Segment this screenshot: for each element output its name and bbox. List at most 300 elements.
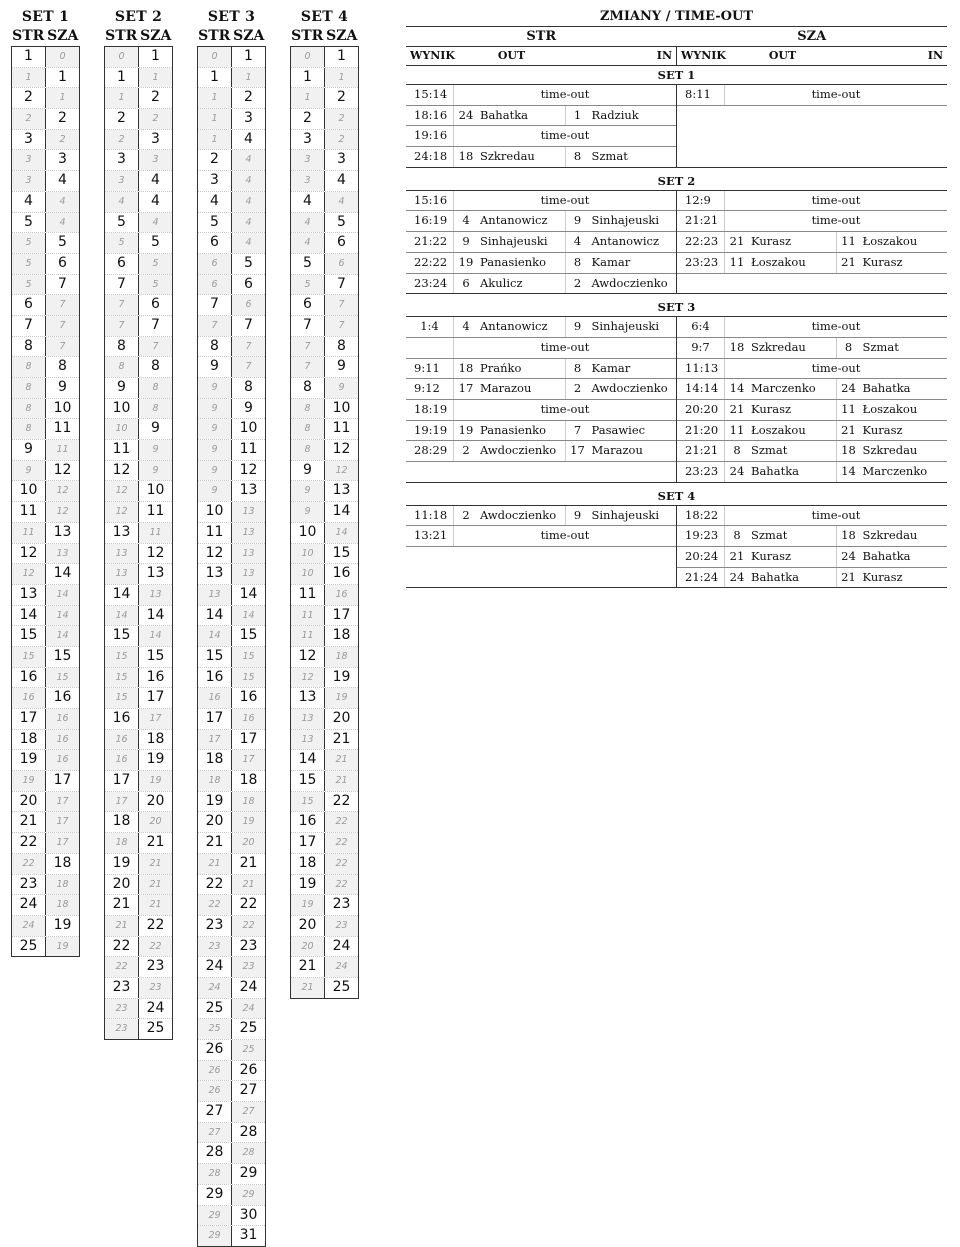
str-score: 16 [291,812,325,832]
player-number: 24 [729,464,745,478]
score-row [198,150,265,171]
str-score: 25 [198,1019,232,1039]
sza-score: 9 [325,357,358,377]
score-row [198,647,265,668]
score-row [198,399,265,420]
str-score: 9 [198,481,232,501]
score-row [105,792,172,813]
str-score: 4 [291,192,325,212]
player-out [725,547,837,567]
sza-score: 12 [139,544,172,564]
sza-score: 5 [139,254,172,274]
sza-score: 4 [232,192,265,212]
score-row [12,771,79,792]
score: 21:21 [677,441,725,461]
str-score: 7 [12,316,46,336]
sza-score: 11 [139,523,172,543]
sza-score: 8 [139,357,172,377]
player-number: 21 [841,422,856,437]
str-score: 23 [105,1019,139,1039]
score-row [198,833,265,854]
score-row [291,68,358,89]
str-score: 11 [198,523,232,543]
score: 22:22 [406,253,454,273]
str-score: 7 [105,275,139,295]
str-score: 25 [12,937,46,957]
events-right [677,317,947,482]
str-score: 15 [12,647,46,667]
str-score: 1 [105,68,139,88]
score-row [291,481,358,502]
sza-score: 28 [232,1123,265,1143]
sza-score: 18 [139,730,172,750]
sza-score: 9 [139,440,172,460]
score-row [291,668,358,689]
score-table [104,46,173,1040]
str-score: 9 [105,378,139,398]
score-row [105,978,172,999]
player-name: Sinhajeuski [591,213,660,228]
str-score: 20 [198,812,232,832]
score-row [12,750,79,771]
str-score: 12 [291,668,325,688]
player-number: 9 [573,507,582,522]
score-row [198,668,265,689]
score-row [12,275,79,296]
sza-score: 3 [139,150,172,170]
str-score: 11 [12,523,46,543]
sza-score: 15 [325,544,358,564]
score-row [291,440,358,461]
zmiany-set-title: SET 3 [406,298,947,317]
sza-score: 16 [46,750,79,770]
str-score: 7 [291,357,325,377]
str-score: 8 [12,357,46,377]
sza-score: 3 [139,130,172,150]
score-row [12,47,79,68]
str-score: 2 [105,109,139,129]
sza-score: 7 [232,316,265,336]
player-name: Kurasz [751,401,792,416]
str-score: 3 [105,171,139,191]
score-row [291,750,358,771]
score-row [291,47,358,68]
score: 21:21 [677,211,725,231]
str-score: 9 [198,399,232,419]
sza-score: 7 [46,337,79,357]
score-row [198,192,265,213]
score: 9:12 [406,379,454,399]
sza-score: 10 [46,399,79,419]
score-row [198,999,265,1020]
sza-score: 18 [46,895,79,915]
score-row [198,812,265,833]
score: 21:20 [677,421,725,441]
player-number: 17 [458,381,474,396]
str-label: STR [105,28,138,44]
score-row [105,564,172,585]
str-score: 13 [105,564,139,584]
sza-score: 7 [139,316,172,336]
score-row [12,88,79,109]
timeout-label: time-out [540,401,590,416]
str-score: 9 [198,357,232,377]
sza-score: 15 [232,647,265,667]
player-name: Kamar [591,254,631,269]
player-out [454,359,566,379]
sza-score: 11 [46,419,79,439]
score-row [105,461,172,482]
player-name: Bahatka [751,464,800,478]
substitution-row [406,253,676,274]
str-score: 3 [291,130,325,150]
player-name: Sinhajeuski [591,507,660,522]
sza-score: 17 [46,812,79,832]
substitution-row [677,253,947,274]
str-score: 21 [198,833,232,853]
score: 21:22 [406,232,454,252]
player-out [725,526,837,546]
sza-score: 24 [139,999,172,1019]
sza-score: 19 [139,771,172,791]
str-score: 17 [105,792,139,812]
score-row [198,109,265,130]
player-number: 24 [841,549,856,564]
sza-score: 22 [232,895,265,915]
events-left [406,191,677,293]
sza-score: 27 [232,1081,265,1101]
zmiany-set-section [406,172,947,294]
sza-score: 7 [46,295,79,315]
score-row [12,688,79,709]
str-score: 22 [198,895,232,915]
score: 22:23 [677,232,725,252]
sza-score: 4 [232,233,265,253]
player-name: Bahatka [862,381,911,396]
str-score: 19 [105,854,139,874]
zmiany-set-section [406,487,947,589]
sza-score: 21 [232,854,265,874]
score-row [12,833,79,854]
str-score: 1 [198,109,232,129]
player-number: 21 [729,234,745,249]
player-number: 9 [573,319,582,334]
str-score: 9 [198,461,232,481]
score-row [198,461,265,482]
sza-score: 14 [46,626,79,646]
str-score: 15 [291,771,325,791]
str-score: 3 [291,150,325,170]
sza-score: 21 [325,771,358,791]
str-score: 12 [105,461,139,481]
player-in [566,232,677,252]
score: 15:16 [406,191,454,211]
str-score: 6 [198,275,232,295]
score-row [105,916,172,937]
timeout-row [406,400,676,421]
player-in [566,317,677,337]
str-score: 1 [12,68,46,88]
str-score: 15 [105,688,139,708]
sza-score: 0 [46,47,79,67]
sza-score: 18 [46,875,79,895]
score-row [291,150,358,171]
player-name: Awdoczienko [591,275,668,290]
score-row [198,233,265,254]
str-score: 29 [198,1206,232,1226]
score-row [12,502,79,523]
str-score: 3 [12,150,46,170]
events-left [406,506,677,588]
score-row [291,357,358,378]
sza-score: 14 [232,606,265,626]
player-name: Antanowicz [480,319,548,334]
score [406,338,454,358]
sza-score: 7 [232,357,265,377]
str-score: 29 [198,1185,232,1205]
str-score: 16 [105,709,139,729]
str-score: 2 [12,109,46,129]
str-score: 5 [291,275,325,295]
sza-score: 2 [325,109,358,129]
score: 12:9 [677,191,725,211]
str-score: 1 [198,130,232,150]
empty-row [677,145,947,165]
sza-score: 19 [46,916,79,936]
col-in: IN [927,49,943,62]
player-out [454,211,566,231]
player-in [837,338,948,358]
player-name: Łoszakou [862,234,918,249]
sza-score: 6 [325,254,358,274]
player-number: 2 [462,507,470,522]
str-score: 22 [105,957,139,977]
zmiany-set-section [406,298,947,483]
score-row [105,523,172,544]
player-name: Sinhajeuski [591,319,660,334]
substitutions-timeouts-panel [406,7,947,592]
player-out [725,441,837,461]
str-score: 18 [105,833,139,853]
str-score: 21 [291,957,325,977]
score-row [291,192,358,213]
sza-score: 17 [139,688,172,708]
score: 28:29 [406,441,454,461]
score-row [105,730,172,751]
score-row [198,688,265,709]
player-out [725,462,837,482]
player-number: 24 [841,381,856,396]
score-row [198,1019,265,1040]
sza-score: 9 [139,461,172,481]
zmiany-set-title: SET 1 [406,66,947,85]
str-score: 8 [12,419,46,439]
score-row [105,130,172,151]
sza-score: 3 [232,109,265,129]
set-header [11,26,80,46]
str-score: 15 [198,647,232,667]
score-row [12,378,79,399]
score-row [291,626,358,647]
str-score: 14 [198,626,232,646]
player-number: 4 [462,319,470,334]
str-score: 9 [198,419,232,439]
sza-score: 4 [232,150,265,170]
score-row [198,502,265,523]
player-in [566,106,677,126]
str-score: 22 [105,937,139,957]
timeout-row [406,126,676,147]
events-left [406,85,677,167]
score: 16:19 [406,211,454,231]
score-row [12,357,79,378]
score-row [12,937,79,957]
str-score: 10 [291,564,325,584]
str-score: 21 [12,812,46,832]
empty-row [406,567,676,587]
score-row [291,544,358,565]
str-score: 20 [291,937,325,957]
str-score: 17 [291,833,325,853]
sza-score: 19 [46,937,79,957]
set-title: SET 1 [21,9,70,25]
sza-label: SZA [140,28,172,44]
sza-score: 9 [232,399,265,419]
score: 23:23 [677,253,725,273]
set-header [290,26,359,46]
sza-score: 2 [46,130,79,150]
player-in [566,421,677,441]
player-name: Sinhajeuski [480,234,548,249]
str-score: 1 [198,68,232,88]
str-score: 20 [105,875,139,895]
str-score: 11 [12,502,46,522]
player-out [454,421,566,441]
score-row [12,544,79,565]
player-number: 21 [841,254,856,269]
player-number: 9 [573,213,582,228]
str-score: 8 [291,440,325,460]
sza-score: 9 [325,378,358,398]
player-name: Kurasz [751,549,792,564]
sza-score: 24 [232,978,265,998]
score-row [12,109,79,130]
str-score: 7 [291,316,325,336]
team-right-label: SZA [797,29,827,44]
sza-score: 25 [232,1019,265,1039]
str-score: 9 [291,481,325,501]
str-score: 0 [198,47,232,67]
str-score: 4 [291,233,325,253]
player-out [725,421,837,441]
set-header [104,26,173,46]
sza-score: 16 [232,709,265,729]
score-row [291,771,358,792]
str-score: 24 [198,978,232,998]
sza-score: 15 [139,647,172,667]
str-score: 23 [198,916,232,936]
timeout-label: time-out [540,128,590,143]
player-number: 19 [458,422,474,437]
sza-score: 8 [139,399,172,419]
player-name: Szmat [591,149,628,164]
player-number: 24 [729,569,745,584]
sza-score: 17 [232,730,265,750]
player-out [454,274,566,294]
score-row [198,171,265,192]
sza-score: 10 [232,419,265,439]
player-name: Panasienko [480,422,547,437]
sza-score: 13 [325,481,358,501]
set-sheet [197,8,266,1247]
player-name: Marczenko [862,464,928,478]
player-in [837,547,948,567]
str-score: 21 [105,916,139,936]
str-score: 18 [198,750,232,770]
score-row [198,626,265,647]
score-row [12,213,79,234]
player-number: 4 [573,234,582,249]
player-number: 17 [570,443,585,458]
timeout-label: time-out [811,360,861,375]
substitution-row [677,338,947,359]
zmiany-set-title: SET 2 [406,172,947,191]
str-score: 1 [105,88,139,108]
score-row [291,523,358,544]
sza-score: 15 [232,626,265,646]
sza-score: 13 [232,502,265,522]
score-row [105,47,172,68]
sza-score: 18 [46,854,79,874]
sza-score: 18 [232,792,265,812]
sza-score: 12 [46,461,79,481]
score-row [105,440,172,461]
sza-score: 31 [232,1226,265,1246]
sza-score: 4 [46,213,79,233]
score-row [291,647,358,668]
sza-score: 21 [139,854,172,874]
score: 19:16 [406,126,454,146]
str-score: 25 [198,999,232,1019]
str-score: 13 [291,730,325,750]
player-in [566,274,677,294]
player-in [566,379,677,399]
score-row [198,1164,265,1185]
score-row [198,916,265,937]
player-number: 8 [573,360,582,375]
player-out [725,232,837,252]
player-in [566,441,677,461]
sza-score: 10 [325,399,358,419]
str-score: 18 [198,771,232,791]
sza-score: 16 [46,709,79,729]
str-score: 4 [12,192,46,212]
str-score: 3 [198,171,232,191]
score-row [291,275,358,296]
str-score: 7 [105,316,139,336]
player-number: 2 [573,381,582,396]
score-row [105,812,172,833]
sza-score: 15 [46,668,79,688]
sza-score: 15 [232,668,265,688]
score-row [105,626,172,647]
str-score: 17 [198,709,232,729]
str-score: 22 [12,854,46,874]
sza-score: 21 [325,730,358,750]
str-score: 7 [105,295,139,315]
score: 18:19 [406,400,454,420]
substitution-row [406,147,676,167]
